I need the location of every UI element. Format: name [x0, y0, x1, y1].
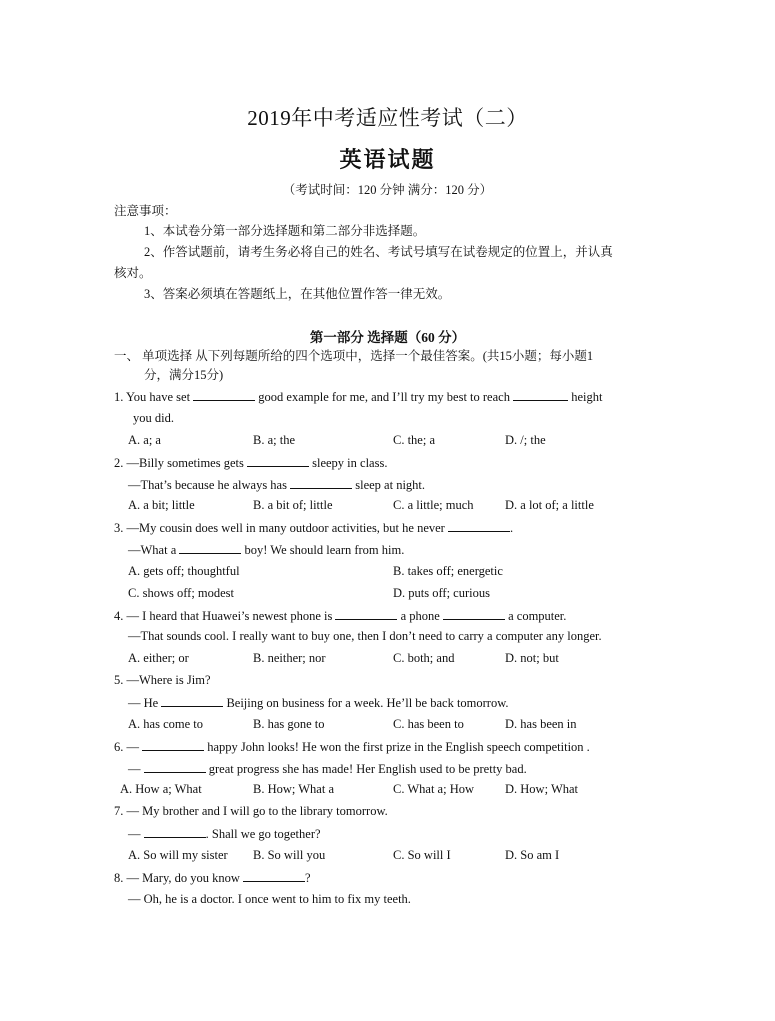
q2-option-d: D. a lot of; a little	[505, 498, 594, 512]
exam-subject: 英语试题	[339, 147, 436, 172]
q2-option-a: A. a bit; little	[128, 498, 195, 512]
q7-option-c: C. So will I	[393, 848, 451, 862]
q7-option-b: B. So will you	[253, 848, 326, 862]
part1-instructions-cont: 分，满分15分)	[144, 368, 224, 382]
q3-blank-1	[448, 519, 510, 532]
q4-blank-1	[335, 607, 397, 620]
part1-instructions: 一、 单项选择 从下列每题所给的四个选项中，选择一个最佳答案。(共15小题；每小题1	[114, 349, 594, 363]
q1-option-b: B. a; the	[253, 433, 296, 447]
q5-option-d: D. has been in	[505, 717, 577, 731]
question-8	[114, 869, 311, 886]
q3-option-b: B. takes off; energetic	[393, 564, 503, 578]
q6-text-b: happy John looks! He won the first prize in the English speech competition .	[207, 740, 590, 754]
q1-text-a: 1. You have set	[114, 390, 191, 404]
q2-text-c: —That’s because he always has	[128, 478, 287, 492]
q2-text-a: 2. —Billy sometimes gets	[114, 456, 244, 470]
q4-text-a: 4. — I heard that Huawei’s newest phone is	[114, 609, 333, 623]
q1-text-c: height	[571, 390, 603, 404]
q1-option-c: C. the; a	[393, 433, 436, 447]
q1-line-2: you did.	[133, 411, 174, 425]
q4-option-d: D. not; but	[505, 651, 559, 665]
q2-blank-2	[290, 476, 352, 489]
q8-text-a: 8. — Mary, do you know	[114, 871, 240, 885]
question-7: 7. — My brother and I will go to the library tomorrow.	[114, 804, 388, 818]
notice-item-2-cont: 核对。	[114, 266, 152, 280]
q8-line-2: — Oh, he is a doctor. I once went to him to fix my teeth.	[128, 892, 411, 906]
question-6	[114, 738, 590, 755]
q6-blank-1	[142, 738, 204, 751]
notice-item-2: 2、作答试题前，请考生务必将自己的姓名、考试号填写在试卷规定的位置上，并认真	[144, 245, 613, 259]
question-3	[114, 519, 513, 536]
q5-blank-1	[161, 694, 223, 707]
q4-option-a: A. either; or	[128, 651, 189, 665]
part1-title: 第一部分 选择题（60 分）	[309, 330, 466, 345]
q2-blank-1	[247, 454, 309, 467]
q4-blank-2	[443, 607, 505, 620]
q6-option-a: A. How a; What	[120, 782, 202, 796]
question-1	[114, 388, 602, 405]
q6-option-b: B. How; What a	[253, 782, 335, 796]
q4-line-2: —That sounds cool. I really want to buy one, then I don’t need to carry a computer any longer.	[128, 629, 602, 643]
q3-text-a: 3. —My cousin does well in many outdoor activities, but he never	[114, 521, 445, 535]
q7-line-2	[128, 825, 321, 842]
q2-text-b: sleepy in class.	[312, 456, 388, 470]
exam-info: （考试时间：120 分钟 满分：120 分）	[282, 183, 493, 197]
q3-text-b: .	[509, 521, 514, 535]
q3-line-2	[128, 541, 404, 558]
q5-option-b: B. has gone to	[253, 717, 325, 731]
q3-text-c: —What a	[128, 543, 177, 557]
q5-text-a: — He	[128, 696, 159, 710]
question-2	[114, 454, 387, 471]
q1-blank-1	[193, 388, 255, 401]
q7-option-d: D. So am I	[505, 848, 560, 862]
q7-blank-1	[144, 825, 206, 838]
q6-line-2	[128, 760, 527, 777]
q4-text-c: a computer.	[508, 609, 567, 623]
q3-option-d: D. puts off; curious	[393, 586, 490, 600]
q3-option-a: A. gets off; thoughtful	[128, 564, 240, 578]
q6-option-c: C. What a; How	[393, 782, 475, 796]
q5-option-a: A. has come to	[128, 717, 203, 731]
q5-line-2	[128, 694, 509, 711]
q6-blank-2	[144, 760, 206, 773]
notice-heading: 注意事项：	[114, 204, 177, 218]
q6-text-a: 6. —	[114, 740, 139, 754]
q8-text-b: ?	[305, 871, 311, 885]
question-5: 5. —Where is Jim?	[114, 673, 211, 687]
q4-text-b: a phone	[400, 609, 440, 623]
exam-title: 2019年中考适应性考试（二）	[247, 106, 528, 130]
q4-option-b: B. neither; nor	[253, 651, 326, 665]
q1-text-b: good example for me, and I’ll try my best to reach	[258, 390, 510, 404]
q3-text-d: boy! We should learn from him.	[244, 543, 405, 557]
q2-line-2	[128, 476, 425, 493]
q1-blank-2	[513, 388, 568, 401]
q5-text-b: Beijing on business for a week. He’ll be back tomorrow.	[226, 696, 509, 710]
notice-item-1: 1、本试卷分第一部分选择题和第二部分非选择题。	[144, 224, 426, 238]
q6-option-d: D. How; What	[505, 782, 579, 796]
q3-option-c: C. shows off; modest	[128, 586, 235, 600]
q5-option-c: C. has been to	[393, 717, 464, 731]
q1-option-d: D. /; the	[505, 433, 546, 447]
q6-text-d: great progress she has made! Her English used to be pretty bad.	[208, 762, 527, 776]
q3-blank-2	[179, 541, 241, 554]
q7-text-a: —	[128, 827, 141, 841]
q2-option-b: B. a bit of; little	[253, 498, 333, 512]
q8-blank-1	[243, 869, 305, 882]
q4-option-c: C. both; and	[393, 651, 455, 665]
notice-item-3: 3、答案必须填在答题纸上，在其他位置作答一律无效。	[144, 287, 451, 301]
q1-option-a: A. a; a	[128, 433, 161, 447]
q6-text-c: —	[128, 762, 141, 776]
q2-text-d: sleep at night.	[355, 478, 426, 492]
q7-option-a: A. So will my sister	[128, 848, 228, 862]
question-4	[114, 607, 566, 624]
q7-text-b: . Shall we go together?	[205, 827, 321, 841]
q2-option-c: C. a little; much	[393, 498, 474, 512]
